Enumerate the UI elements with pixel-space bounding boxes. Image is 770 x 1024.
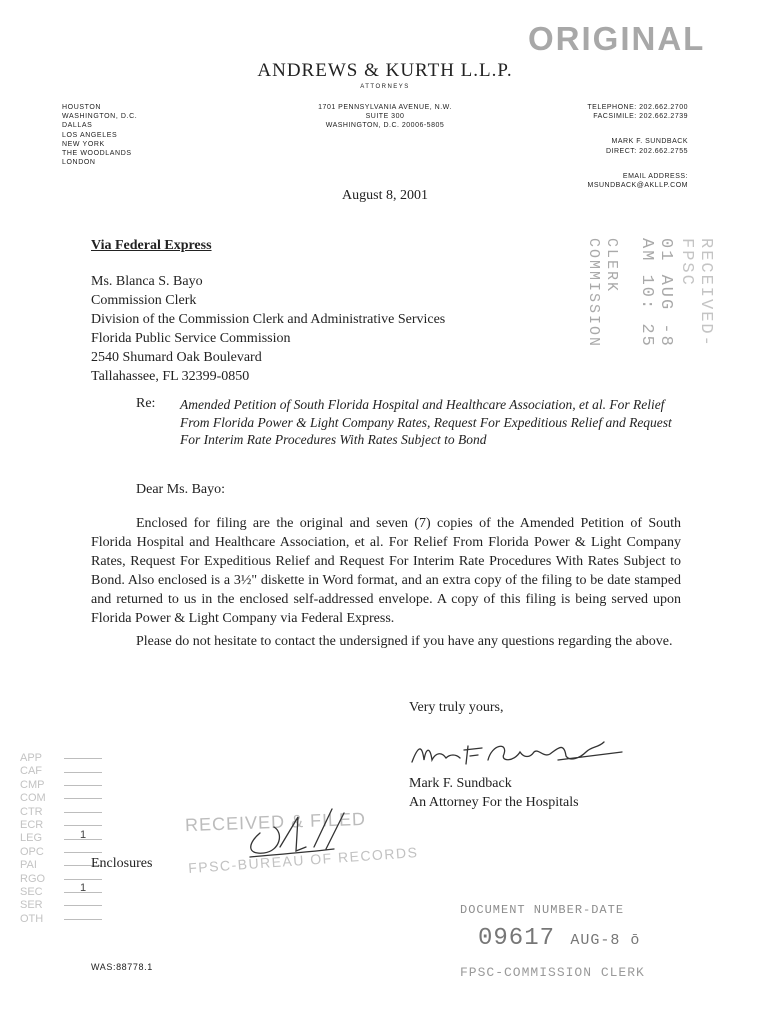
recipient-line: Division of the Commission Clerk and Administrative Services (91, 312, 446, 327)
body-paragraph-1: Enclosed for filing are the original and seven (7) copies of the Amended Petition of South Florida Hospital and Healthcare Association, et al. For Relief From Florida Power & Light Company Rates, Request For Expeditious Relief and Request For Interim Rate Procedures With Rates Subject to Bond. Also enclosed is a 3½" diskette in Word format, and an extra copy of the filing to be date stamped and returned to us in the enclosed self-addressed envelope. A copy of this filing is being served upon Florida Power & Light Company via Federal Express. (91, 516, 681, 626)
filed-stamp-line-1: RECEIVED & FILED (184, 808, 367, 836)
telephone: TELEPHONE: 202.662.2700 (587, 104, 688, 111)
city: DALLAS (62, 122, 93, 130)
signature-image (408, 738, 628, 774)
routing-row: SEC 1 (20, 886, 102, 899)
signer-block (409, 774, 579, 812)
document-clerk-stamp: FPSC-COMMISSION CLERK (460, 965, 645, 980)
facsimile: FACSIMILE: 202.662.2739 (593, 113, 688, 121)
routing-mark: 1 (80, 828, 87, 841)
re-label: Re: (136, 396, 156, 411)
routing-row: COM (20, 792, 102, 805)
recipient-block (91, 272, 445, 386)
address-line: WASHINGTON, D.C. 20006-5805 (325, 122, 445, 130)
stamp-commission: COMMISSION (585, 238, 602, 349)
routing-row: PAI (20, 859, 102, 872)
received-date-stamp (585, 238, 715, 383)
routing-row: RGO (20, 873, 102, 886)
attorney-name: MARK F. SUNDBACK (611, 138, 688, 146)
recipient-line: Tallahassee, FL 32399-0850 (91, 369, 250, 384)
city: WASHINGTON, D.C. (62, 113, 138, 121)
letter-date: August 8, 2001 (342, 188, 428, 203)
footer-reference: WAS:88778.1 (91, 962, 153, 972)
routing-list (20, 752, 102, 926)
recipient-line: Florida Public Service Commission (91, 331, 291, 346)
email-address: MSUNDBACK@AKLLP.COM (587, 182, 688, 190)
routing-row: CAF (20, 765, 102, 778)
routing-row: CMP (20, 779, 102, 792)
initials-handwriting (240, 803, 360, 859)
routing-row: ECR (20, 819, 102, 832)
delivery-method: Via Federal Express (91, 238, 212, 253)
address-line: 1701 PENNSYLVANIA AVENUE, N.W. (318, 104, 452, 111)
city: HOUSTON (62, 104, 102, 111)
routing-row: OPC (20, 846, 102, 859)
recipient-line: 2540 Shumard Oak Boulevard (91, 350, 262, 365)
routing-row: SER (20, 899, 102, 912)
firm-address (290, 103, 480, 131)
contact-block (587, 103, 688, 190)
document-number-date: AUG-8 ō (570, 932, 641, 949)
address-line: SUITE 300 (365, 113, 405, 121)
stamp-received-fpsc: RECEIVED-FPSC (677, 238, 715, 348)
firm-subtitle: ATTORNEYS (360, 84, 410, 90)
routing-row: APP (20, 752, 102, 765)
city: THE WOODLANDS (62, 150, 132, 158)
recipient-line: Ms. Blanca S. Bayo (91, 274, 203, 289)
city: LOS ANGELES (62, 131, 118, 139)
routing-mark: 1 (80, 882, 87, 895)
enclosures-note: Enclosures (91, 856, 153, 871)
routing-row: LEG 1 (20, 832, 102, 845)
stamp-datetime: 01 AUG -8 AM 10: 25 (637, 238, 675, 348)
signer-title: An Attorney For the Hospitals (409, 795, 579, 810)
recipient-line: Commission Clerk (91, 293, 197, 308)
salutation: Dear Ms. Bayo: (136, 482, 226, 497)
office-cities (62, 103, 137, 167)
firm-name: ANDREWS & KURTH L.L.P. (257, 60, 513, 81)
original-stamp: ORIGINAL (528, 20, 706, 57)
city: LONDON (62, 159, 96, 167)
routing-row: OTH (20, 913, 102, 926)
re-subject: Amended Petition of South Florida Hospital and Healthcare Association, et al. For Relief From Florida Power & Light Company Rates, Request For Expeditious Relief and Request For Interim Rate Procedures With Rates Subject to Bond (180, 397, 672, 447)
email-label: EMAIL ADDRESS: (622, 172, 688, 180)
document-number (478, 925, 640, 952)
routing-row: CTR (20, 806, 102, 819)
city: NEW YORK (62, 140, 105, 148)
body-paragraph-2: Please do not hesitate to contact the undersigned if you have any questions regarding the above. (136, 634, 673, 649)
stamp-clerk: CLERK (603, 238, 620, 294)
document-number-value: 09617 (478, 925, 556, 952)
signer-name: Mark F. Sundback (409, 776, 512, 791)
filed-stamp-line-2: FPSC-BUREAU OF RECORDS (187, 843, 419, 877)
document-number-label: DOCUMENT NUMBER-DATE (460, 903, 625, 917)
direct-phone: DIRECT: 202.662.2755 (606, 147, 688, 155)
closing: Very truly yours, (409, 700, 504, 715)
